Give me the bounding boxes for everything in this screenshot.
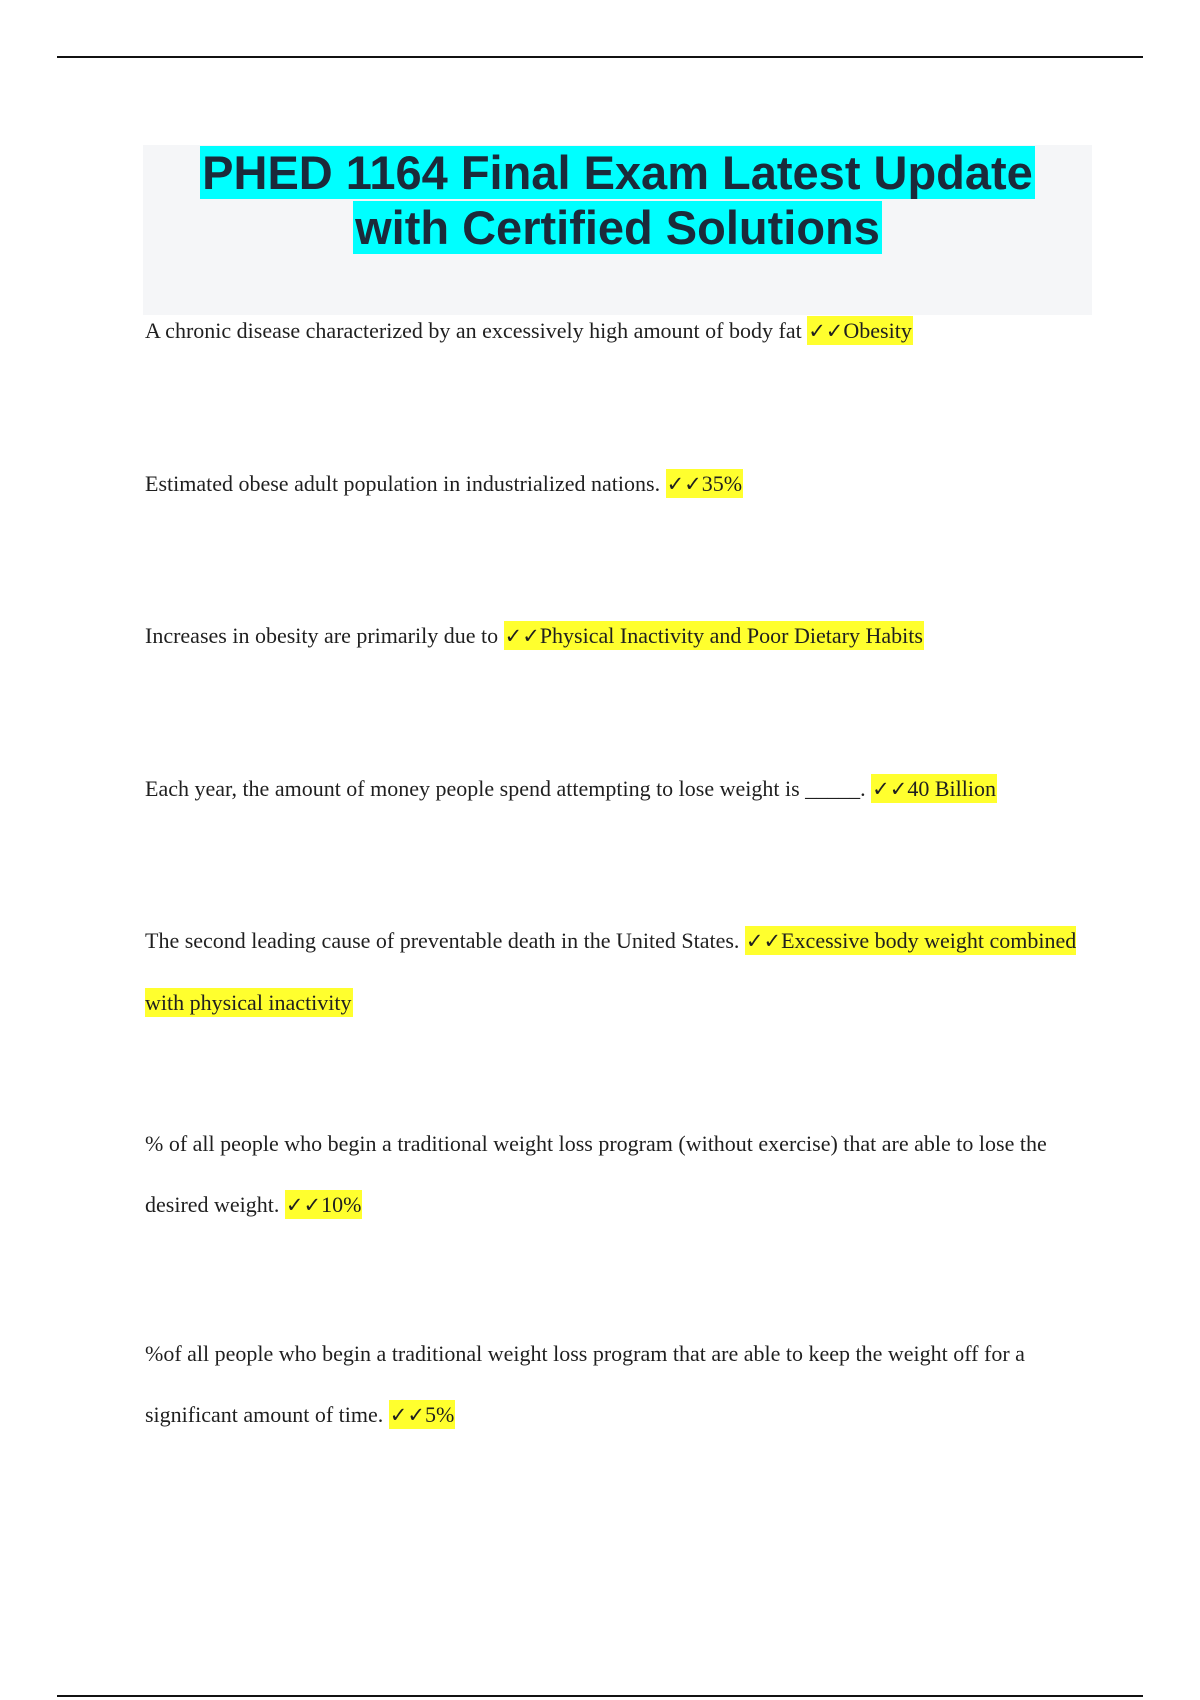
answer-highlight (807, 316, 913, 345)
answer-text: 35% (701, 471, 743, 496)
check-icon: ✓✓ (666, 472, 702, 496)
check-icon: ✓✓ (504, 624, 540, 648)
check-icon: ✓✓ (389, 1403, 425, 1427)
answer-highlight (871, 774, 997, 803)
qa-item-4 (145, 758, 1085, 820)
answer-highlight (285, 1190, 363, 1219)
answer-text: Obesity (843, 318, 912, 343)
answer-text: 5% (425, 1402, 455, 1427)
question-text: Estimated obese adult population in industrialized nations. (145, 471, 666, 496)
question-text: Increases in obesity are primarily due to (145, 623, 504, 648)
question-text: A chronic disease characterized by an excessively high amount of body fat (145, 318, 808, 343)
qa-item-1 (145, 300, 1085, 362)
answer-highlight (389, 1400, 456, 1429)
question-text: Each year, the amount of money people spend attempting to lose weight is _____. (145, 776, 872, 801)
question-text: %of all people who begin a traditional weight loss program that are able to keep the weight off for a significant amount of time. (145, 1341, 1025, 1427)
title-line-2: with Certified Solutions (355, 201, 880, 254)
title-block (143, 145, 1092, 315)
answer-text: 40 Billion (907, 776, 996, 801)
answer-highlight (504, 621, 924, 650)
qa-item-5 (145, 910, 1085, 1033)
page-title (143, 145, 1092, 255)
question-text: % of all people who begin a traditional weight loss program (without exercise) that are able to lose the desired weight. (145, 1131, 1047, 1217)
answer-text: Excessive body weight combined with physical inactivity (145, 928, 1077, 1015)
qa-item-6 (145, 1113, 1085, 1236)
top-rule (57, 56, 1143, 58)
check-icon: ✓✓ (285, 1193, 322, 1217)
answer-text: 10% (321, 1192, 362, 1217)
check-icon: ✓✓ (872, 777, 908, 801)
check-icon: ✓✓ (745, 929, 782, 953)
answer-highlight (666, 469, 744, 498)
question-text: The second leading cause of preventable death in the United States. (145, 928, 745, 953)
qa-item-7 (145, 1323, 1085, 1446)
title-line-1: PHED 1164 Final Exam Latest Update (202, 146, 1033, 199)
qa-item-2 (145, 453, 1085, 515)
answer-text: Physical Inactivity and Poor Dietary Habits (539, 623, 923, 648)
check-icon: ✓✓ (808, 319, 844, 343)
bottom-rule (57, 1695, 1143, 1697)
qa-item-3 (145, 605, 1085, 667)
